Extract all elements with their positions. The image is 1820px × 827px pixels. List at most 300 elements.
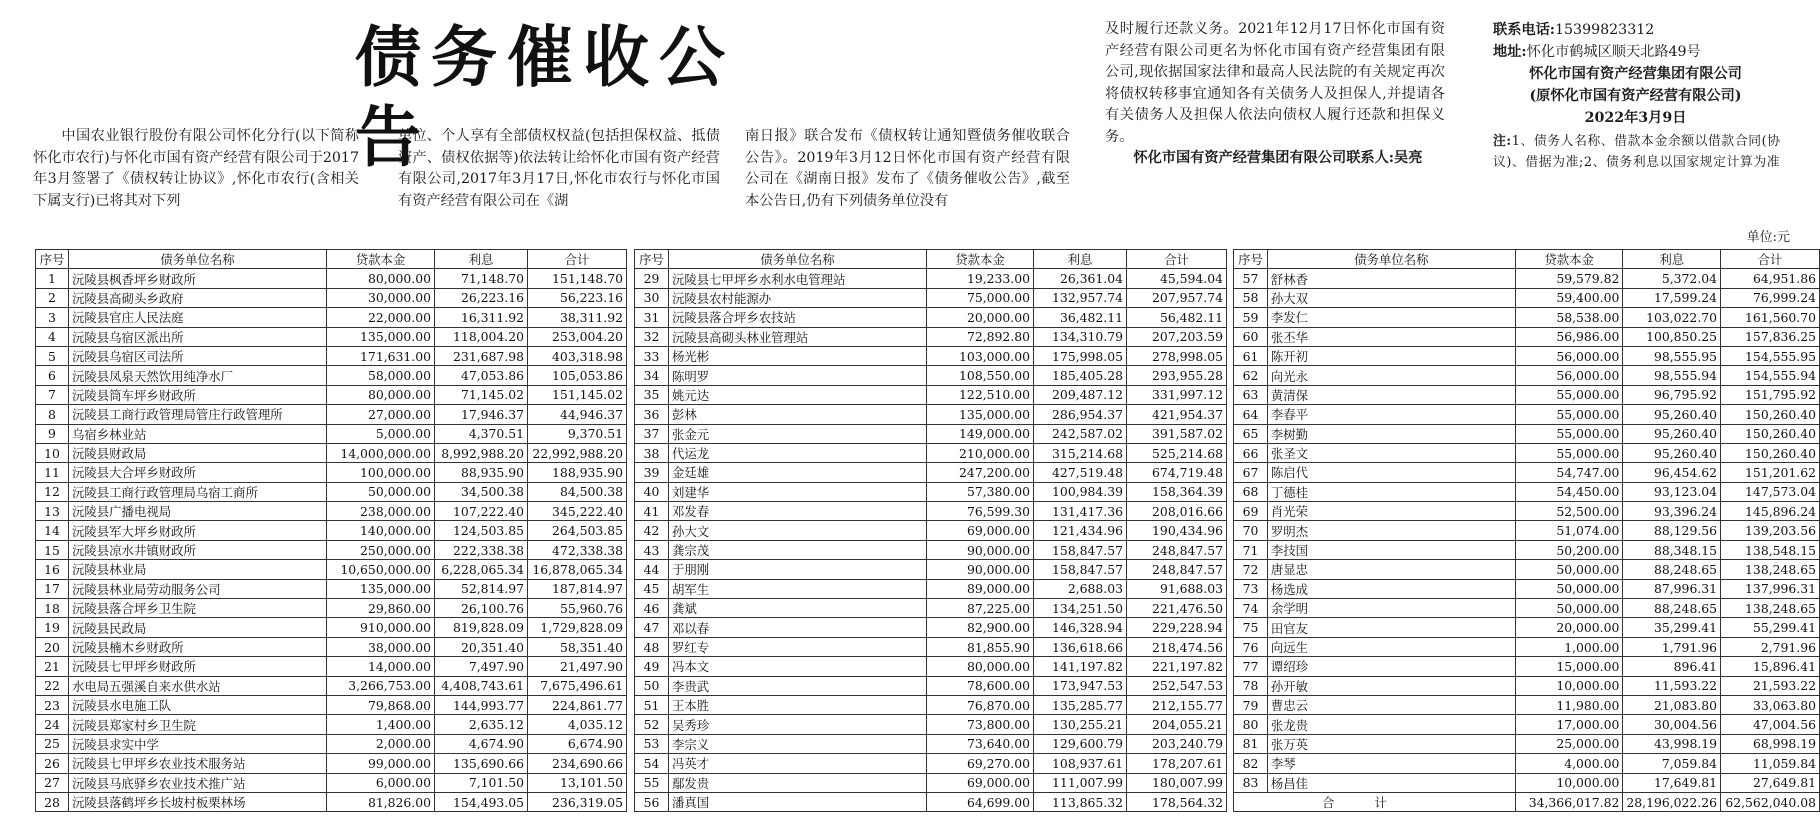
table-row [36,482,627,501]
total-cell: 151,148.70 [528,269,627,288]
note-label: 注: [1493,134,1512,149]
principal-cell: 149,000.00 [927,424,1034,443]
principal-cell: 69,000.00 [927,521,1034,540]
total-cell: 151,201.62 [1721,463,1820,482]
interest-cell: 134,251.50 [1034,599,1127,618]
total-cell: 525,214.68 [1127,443,1227,462]
serial-cell: 15 [36,540,69,559]
debtor-name-cell: 孙大双 [1267,288,1515,307]
interest-cell: 131,417.36 [1034,502,1127,521]
serial-cell: 6 [36,366,69,385]
debtor-name-cell: 沅陵县七甲坪乡农业技术服务站 [69,754,327,773]
debtor-name-cell: 唐显忠 [1267,560,1515,579]
principal-cell: 38,000.00 [327,637,435,656]
principal-cell: 69,000.00 [927,773,1034,792]
table-row [1234,715,1820,734]
debtor-name-cell: 沅陵县大合坪乡财政所 [69,463,327,482]
principal-cell: 89,000.00 [927,579,1034,598]
debtor-name-cell: 沅陵县落合坪乡卫生院 [69,599,327,618]
principal-cell: 3,266,753.00 [327,676,435,695]
principal-cell: 80,000.00 [927,657,1034,676]
total-cell: 7,675,496.61 [528,676,627,695]
notice-paragraph: 中国农业银行股份有限公司怀化分行(以下简称怀化市农行)与怀化市国有资产经营有限公司于2017年3月签署了《债权转让协议》,怀化市农行(含相关下属支行)已将其对下列 [33,128,359,209]
table-row [635,560,1227,579]
table-row [1234,269,1820,288]
header-total: 合计 [1721,250,1820,269]
interest-cell: 135,690.66 [435,754,528,773]
serial-cell: 71 [1234,540,1268,559]
total-cell: 21,593.22 [1721,676,1820,695]
debtor-name-cell: 彭林 [669,405,927,424]
interest-cell: 118,004.20 [435,327,528,346]
table-row [36,579,627,598]
table-row [635,502,1227,521]
debtor-name-cell: 乌宿乡林业站 [69,424,327,443]
total-cell: 248,847.57 [1127,540,1227,559]
principal-cell: 99,000.00 [327,754,435,773]
table-header-row [635,250,1227,269]
debt-table-3 [1233,249,1820,812]
table-row [36,637,627,656]
debtor-name-cell: 姚元达 [669,385,927,404]
principal-cell: 11,980.00 [1515,695,1623,714]
serial-cell: 17 [36,579,69,598]
table-row [36,308,627,327]
interest-cell: 113,865.32 [1034,792,1127,811]
debtor-name-cell: 向远生 [1267,637,1515,656]
interest-cell: 132,957.74 [1034,288,1127,307]
header-debtor-name: 债务单位名称 [669,250,927,269]
debtor-name-cell: 沅陵县郑家村乡卫生院 [69,715,327,734]
table-row [36,463,627,482]
table-row [1234,637,1820,656]
serial-cell: 19 [36,618,69,637]
interest-cell: 173,947.53 [1034,676,1127,695]
serial-cell: 10 [36,443,69,462]
table-row [1234,754,1820,773]
serial-cell: 37 [635,424,669,443]
total-cell: 138,548.15 [1721,540,1820,559]
interest-cell: 4,370.51 [435,424,528,443]
principal-cell: 82,900.00 [927,618,1034,637]
interest-cell: 98,555.95 [1623,346,1721,365]
total-cell: 2,791.96 [1721,637,1820,656]
table-row [1234,405,1820,424]
total-cell: 403,318.98 [528,346,627,365]
interest-cell: 93,123.04 [1623,482,1721,501]
serial-cell: 65 [1234,424,1268,443]
total-cell: 331,997.12 [1127,385,1227,404]
debtor-name-cell: 李贵武 [669,676,927,695]
notice-text-column-1 [33,126,359,212]
debtor-name-cell: 沅陵县七甲坪乡财政所 [69,657,327,676]
table-row [1234,288,1820,307]
principal-cell: 58,000.00 [327,366,435,385]
principal-cell: 81,826.00 [327,792,435,811]
total-cell: 161,560.70 [1721,308,1820,327]
serial-cell: 81 [1234,734,1268,753]
interest-cell: 7,059.84 [1623,754,1721,773]
table-row [36,676,627,695]
principal-cell: 171,631.00 [327,346,435,365]
total-cell: 188,935.90 [528,463,627,482]
table-row [36,288,627,307]
principal-cell: 250,000.00 [327,540,435,559]
debtor-name-cell: 代运龙 [669,443,927,462]
table-row [635,327,1227,346]
total-cell: 208,016.66 [1127,502,1227,521]
table-body [36,269,627,812]
interest-cell: 17,599.24 [1623,288,1721,307]
interest-cell: 129,600.79 [1034,734,1127,753]
serial-cell: 22 [36,676,69,695]
table-row [36,502,627,521]
principal-cell: 5,000.00 [327,424,435,443]
total-cell: 212,155.77 [1127,695,1227,714]
serial-cell: 61 [1234,346,1268,365]
interest-cell: 7,101.50 [435,773,528,792]
serial-cell: 4 [36,327,69,346]
table-row [1234,579,1820,598]
table-row [36,618,627,637]
serial-cell: 53 [635,734,669,753]
principal-cell: 79,868.00 [327,695,435,714]
interest-cell: 124,503.85 [435,521,528,540]
table-row [1234,521,1820,540]
total-cell: 252,547.53 [1127,676,1227,695]
debtor-name-cell: 沅陵县财政局 [69,443,327,462]
serial-cell: 13 [36,502,69,521]
total-cell: 150,260.40 [1721,424,1820,443]
debtor-name-cell: 李宗义 [669,734,927,753]
serial-cell: 9 [36,424,69,443]
notice-text-column-3 [745,126,1070,212]
serial-cell: 1 [36,269,69,288]
debtor-name-cell: 陈开初 [1267,346,1515,365]
table-row [635,754,1227,773]
unit-label: 单位:元 [1746,230,1790,245]
interest-cell: 175,998.05 [1034,346,1127,365]
notice-signature: 怀化市国有资产经营集团有限公司联系人:吴亮 [1133,150,1423,166]
serial-cell: 40 [635,482,669,501]
debtor-name-cell: 向光永 [1267,366,1515,385]
debtor-name-cell: 罗明杰 [1267,521,1515,540]
total-cell: 674,719.48 [1127,463,1227,482]
interest-cell: 108,937.61 [1034,754,1127,773]
serial-cell: 44 [635,560,669,579]
interest-cell: 209,487.12 [1034,385,1127,404]
contact-phone [1493,19,1793,41]
interest-cell: 315,214.68 [1034,443,1127,462]
table-row [1234,308,1820,327]
principal-cell: 135,000.00 [927,405,1034,424]
interest-cell: 107,222.40 [435,502,528,521]
debtor-name-cell: 沅陵县凉水井镇财政所 [69,540,327,559]
principal-cell: 69,270.00 [927,754,1034,773]
principal-cell: 90,000.00 [927,540,1034,559]
interest-cell: 2,688.03 [1034,579,1127,598]
interest-cell: 95,260.40 [1623,443,1721,462]
total-cell: 13,101.50 [528,773,627,792]
serial-cell: 77 [1234,657,1268,676]
table-row [635,773,1227,792]
total-cell: 391,587.02 [1127,424,1227,443]
interest-cell: 30,004.56 [1623,715,1721,734]
table-row [36,521,627,540]
interest-cell: 111,007.99 [1034,773,1127,792]
principal-cell: 135,000.00 [327,327,435,346]
serial-cell: 11 [36,463,69,482]
table-row [1234,734,1820,753]
principal-cell: 140,000.00 [327,521,435,540]
total-cell: 203,240.79 [1127,734,1227,753]
debtor-name-cell: 沅陵县林业局 [69,560,327,579]
debtor-name-cell: 李技国 [1267,540,1515,559]
principal-cell: 103,000.00 [927,346,1034,365]
debtor-name-cell: 沅陵县落合坪乡农技站 [669,308,927,327]
total-cell: 9,370.51 [528,424,627,443]
interest-cell: 26,223.16 [435,288,528,307]
company-name: 怀化市国有资产经营集团有限公司 [1529,66,1742,82]
debtor-name-cell: 刘建华 [669,482,927,501]
notice-paragraph: 南日报》联合发布《债权转让通知暨债务催收联合公告》。2019年3月12日怀化市国有资产经营有限公司在《湖南日报》发布了《债务催收公告》,截至本公告日,仍有下列债务单位没有 [745,128,1070,209]
interest-cell: 136,618.66 [1034,637,1127,656]
principal-cell: 2,000.00 [327,734,435,753]
table-row [36,695,627,714]
serial-cell: 26 [36,754,69,773]
interest-cell: 6,228,065.34 [435,560,528,579]
table-row [635,734,1227,753]
debtor-name-cell: 沅陵县筒车坪乡财政所 [69,385,327,404]
principal-cell: 20,000.00 [1515,618,1623,637]
interest-cell: 134,310.79 [1034,327,1127,346]
interest-cell: 141,197.82 [1034,657,1127,676]
principal-cell: 73,640.00 [927,734,1034,753]
serial-cell: 21 [36,657,69,676]
principal-cell: 22,000.00 [327,308,435,327]
principal-cell: 50,000.00 [1515,560,1623,579]
principal-cell: 59,579.82 [1515,269,1623,288]
total-cell: 236,319.05 [528,792,627,811]
serial-cell: 64 [1234,405,1268,424]
total-cell: 278,998.05 [1127,346,1227,365]
table-row [1234,773,1820,792]
total-cell: 190,434.96 [1127,521,1227,540]
total-cell: 150,260.40 [1721,443,1820,462]
interest-cell: 52,814.97 [435,579,528,598]
serial-cell: 32 [635,327,669,346]
table-row [1234,366,1820,385]
total-cell: 105,053.86 [528,366,627,385]
interest-cell: 88,248.65 [1623,599,1721,618]
total-cell: 345,222.40 [528,502,627,521]
interest-cell: 17,946.37 [435,405,528,424]
total-cell: 45,594.04 [1127,269,1227,288]
serial-cell: 29 [635,269,669,288]
table-row [635,695,1227,714]
table-row [635,424,1227,443]
table-body [635,269,1227,812]
principal-cell: 51,074.00 [1515,521,1623,540]
interest-cell: 96,454.62 [1623,463,1721,482]
address-label: 地址: [1493,44,1527,60]
interest-cell: 71,148.70 [435,269,528,288]
principal-cell: 10,000.00 [1515,676,1623,695]
table-row [635,676,1227,695]
serial-cell: 67 [1234,463,1268,482]
header-debtor-name: 债务单位名称 [69,250,327,269]
total-cell: 56,482.11 [1127,308,1227,327]
debtor-name-cell: 丁德桂 [1267,482,1515,501]
debtor-name-cell: 沅陵县林业局劳动服务公司 [69,579,327,598]
debtor-name-cell: 冯本文 [669,657,927,676]
serial-cell: 82 [1234,754,1268,773]
interest-cell: 36,482.11 [1034,308,1127,327]
serial-cell: 27 [36,773,69,792]
principal-cell: 55,000.00 [1515,385,1623,404]
notice-date: 2022年3月9日 [1584,110,1687,126]
total-cell: 248,847.57 [1127,560,1227,579]
table-row [635,308,1227,327]
serial-cell: 47 [635,618,669,637]
serial-cell: 54 [635,754,669,773]
table-row [1234,482,1820,501]
debtor-name-cell: 张龙贵 [1267,715,1515,734]
total-cell: 178,207.61 [1127,754,1227,773]
interest-cell: 154,493.05 [435,792,528,811]
interest-cell: 100,850.25 [1623,327,1721,346]
table-row [36,734,627,753]
principal-cell: 910,000.00 [327,618,435,637]
table-row [36,443,627,462]
serial-cell: 16 [36,560,69,579]
table-row [635,637,1227,656]
principal-cell: 15,000.00 [1515,657,1623,676]
header-interest: 利息 [435,250,528,269]
interest-cell: 242,587.02 [1034,424,1127,443]
debtor-name-cell: 沅陵县工商行政管理局乌宿工商所 [69,482,327,501]
serial-cell: 79 [1234,695,1268,714]
debtor-name-cell: 龚斌 [669,599,927,618]
debtor-name-cell: 沅陵县七甲坪乡水利水电管理站 [669,269,927,288]
interest-cell: 7,497.90 [435,657,528,676]
interest-cell: 88,248.65 [1623,560,1721,579]
total-cell: 224,861.77 [528,695,627,714]
phone-value: 15399823312 [1555,22,1655,38]
table-row [635,657,1227,676]
serial-cell: 76 [1234,637,1268,656]
total-cell: 207,957.74 [1127,288,1227,307]
serial-cell: 49 [635,657,669,676]
debtor-name-cell: 沅陵县凤泉天然饮用纯净水厂 [69,366,327,385]
notice-note [1493,131,1793,173]
total-cell: 221,476.50 [1127,599,1227,618]
principal-cell: 78,600.00 [927,676,1034,695]
total-cell: 21,497.90 [528,657,627,676]
table-row [635,618,1227,637]
principal-cell: 76,599.30 [927,502,1034,521]
total-sum: 62,562,040.08 [1721,792,1820,811]
principal-cell: 6,000.00 [327,773,435,792]
table-row [635,715,1227,734]
serial-cell: 78 [1234,676,1268,695]
debtor-name-cell: 曹忠云 [1267,695,1515,714]
total-cell: 221,197.82 [1127,657,1227,676]
interest-cell: 158,847.57 [1034,540,1127,559]
principal-cell: 14,000.00 [327,657,435,676]
debtor-name-cell: 陈明罗 [669,366,927,385]
principal-cell: 27,000.00 [327,405,435,424]
debtor-name-cell: 孙大文 [669,521,927,540]
total-cell: 16,878,065.34 [528,560,627,579]
debtor-name-cell: 田官友 [1267,618,1515,637]
table-row [36,540,627,559]
interest-cell: 88,348.15 [1623,540,1721,559]
total-cell: 58,351.40 [528,637,627,656]
serial-cell: 58 [1234,288,1268,307]
principal-cell: 56,986.00 [1515,327,1623,346]
principal-cell: 56,000.00 [1515,366,1623,385]
header-serial: 序号 [635,250,669,269]
interest-cell: 34,500.38 [435,482,528,501]
total-cell: 4,035.12 [528,715,627,734]
debtor-name-cell: 沅陵县工商行政管理局管庄行政管理所 [69,405,327,424]
total-cell: 293,955.28 [1127,366,1227,385]
interest-cell: 2,635.12 [435,715,528,734]
table-body [1234,269,1820,812]
debtor-name-cell: 于朋刚 [669,560,927,579]
interest-cell: 17,649.81 [1623,773,1721,792]
header-serial: 序号 [36,250,69,269]
table-row [635,482,1227,501]
table-row [635,405,1227,424]
interest-cell: 95,260.40 [1623,424,1721,443]
interest-cell: 43,998.19 [1623,734,1721,753]
debtor-name-cell: 沅陵县高砌头林业管理站 [669,327,927,346]
debtor-name-cell: 陈启代 [1267,463,1515,482]
total-cell: 55,960.76 [528,599,627,618]
table-row [36,773,627,792]
principal-cell: 108,550.00 [927,366,1034,385]
interest-cell: 21,083.80 [1623,695,1721,714]
principal-cell: 50,200.00 [1515,540,1623,559]
total-cell: 56,223.16 [528,288,627,307]
interest-cell: 231,687.98 [435,346,528,365]
principal-cell: 20,000.00 [927,308,1034,327]
principal-cell: 50,000.00 [1515,599,1623,618]
debtor-name-cell: 肖光荣 [1267,502,1515,521]
table-row [635,463,1227,482]
principal-cell: 10,650,000.00 [327,560,435,579]
serial-cell: 51 [635,695,669,714]
serial-cell: 66 [1234,443,1268,462]
serial-cell: 83 [1234,773,1268,792]
interest-cell: 11,593.22 [1623,676,1721,695]
debtor-name-cell: 水电局五强溪自来水供水站 [69,676,327,695]
serial-cell: 33 [635,346,669,365]
header-principal: 贷款本金 [927,250,1034,269]
debtor-name-cell: 沅陵县广播电视局 [69,502,327,521]
table-row [36,346,627,365]
interest-cell: 35,299.41 [1623,618,1721,637]
total-cell: 421,954.37 [1127,405,1227,424]
interest-cell: 286,954.37 [1034,405,1127,424]
serial-cell: 57 [1234,269,1268,288]
debtor-name-cell: 沅陵县高砌头乡政府 [69,288,327,307]
table-row [635,443,1227,462]
total-cell: 44,946.37 [528,405,627,424]
note-text: 1、债务人名称、借款本金余额以借款合同(协议)、借据为准;2、债务利息以国家规定计算为准 [1493,134,1781,170]
